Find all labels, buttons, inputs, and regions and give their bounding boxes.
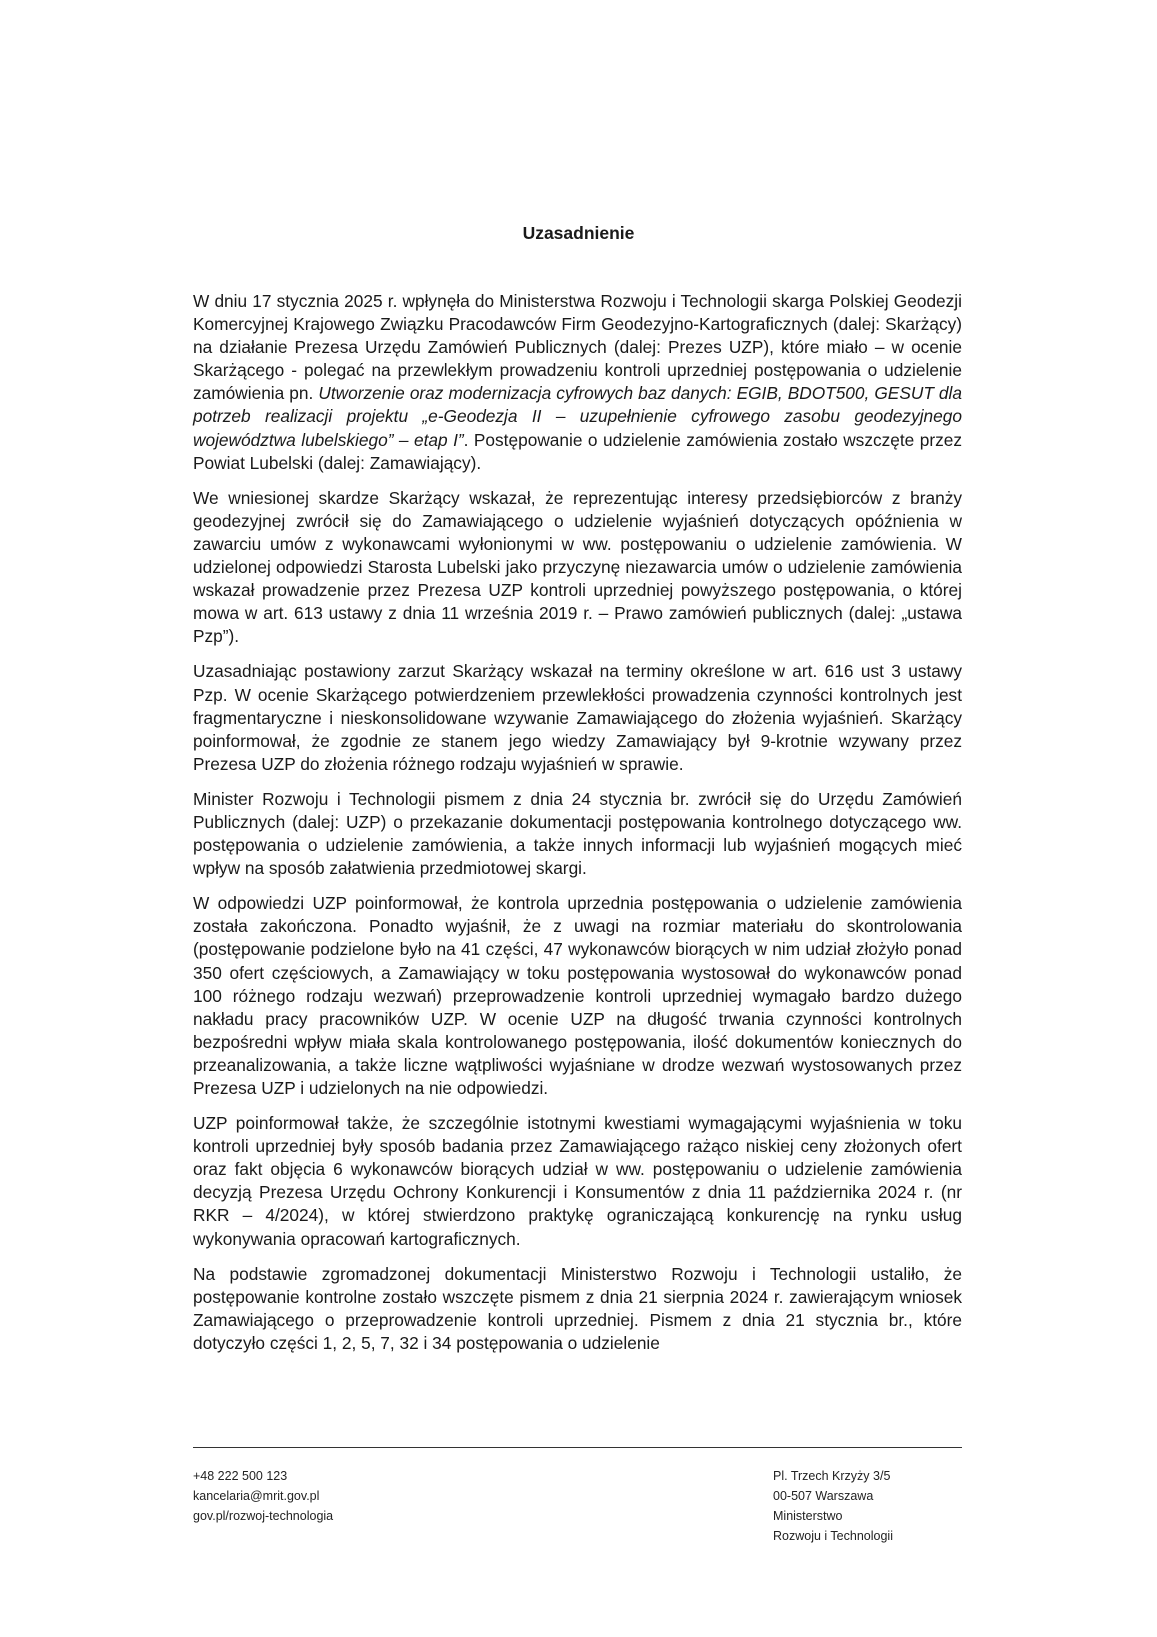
footer-address — [773, 1466, 893, 1546]
paragraph-2: We wniesionej skardze Skarżący wskazał, że reprezentując interesy przedsiębiorców z branży geodezyjnej zwrócił się do Zamawiającego o udzielenie wyjaśnień dotyczących opóźnienia w zawarciu umów z wykonawcami wyłonionymi w ww. postępowaniu o udzielenie zamówienia. W udzielonej odpowiedzi Starosta Lubelski jako przyczynę niezawarcia umów o udzielenie zamówienia wskazał prowadzenie przez Prezesa UZP kontroli uprzedniej powyższego postępowania, o której mowa w art. 613 ustawy z dnia 11 września 2019 r. – Prawo zamówień publicznych (dalej: „ustawa Pzp”). — [193, 487, 962, 647]
footer-street: Pl. Trzech Krzyży 3/5 — [773, 1469, 891, 1483]
footer-divider — [193, 1447, 962, 1448]
paragraph-1-contract-name: Utworzenie oraz modernizacja cyfrowych baz danych: EGIB, BDOT500, GESUT dla potrzeb realizacji projektu „e-Geodezja II – uzupełnienie cyfrowego zasobu geodezyjnego województwa lubelskiego” – etap I” — [193, 383, 962, 450]
paragraph-6: UZP poinformował także, że szczególnie istotnymi kwestiami wymagającymi wyjaśnienia w toku kontroli uprzedniej były sposób badania przez Zamawiającego rażąco niskiej ceny złożonych ofert oraz fakt objęcia 6 wykonawców biorących udział w ww. postępowaniu o udzielenie zamówienia decyzją Prezesa Urzędu Ochrony Konkurencji i Konsumentów z dnia 11 października 2024 r. (nr RKR – 4/2024), w której stwierdzono praktykę ograniczającą konkurencję na rynku usług wykonywania opracowań kartograficznych. — [193, 1113, 962, 1249]
footer-website: gov.pl/rozwoj-technologia — [193, 1509, 334, 1523]
paragraph-1 — [193, 290, 962, 475]
document-body — [193, 290, 962, 1355]
paragraph-7: Na podstawie zgromadzonej dokumentacji Ministerstwo Rozwoju i Technologii ustaliło, że postępowanie kontrolne zostało wszczęte pismem z dnia 21 sierpnia 2024 r. zawierającym wniosek Zamawiającego o przeprowadzenie kontroli uprzedniej. Pismem z dnia 21 stycznia br., które dotyczyło części 1, 2, 5, 7, 32 i 34 postępowania o udzielenie — [193, 1263, 962, 1353]
footer-org-line1: Ministerstwo — [773, 1509, 843, 1523]
document-title: Uzasadnienie — [522, 223, 635, 243]
paragraph-3: Uzasadniając postawiony zarzut Skarżący wskazał na terminy określone w art. 616 ust 3 ustawy Pzp. W ocenie Skarżącego potwierdzeniem przewlekłości prowadzenia czynności kontrolnych jest fragmentaryczne i nieskonsolidowane wzywanie Zamawiającego do złożenia wyjaśnień. Skarżący poinformował, że zgodnie ze stanem jego wiedzy Zamawiający był 9-krotnie wzywany przez Prezesa UZP do złożenia różnego rodzaju wyjaśnień w sprawie. — [193, 661, 962, 774]
paragraph-1-intro: W dniu 17 stycznia 2025 r. wpłynęła do Ministerstwa Rozwoju i Technologii skarga Polskiej Geodezji Komercyjnej Krajowego Związku Pracodawców Firm Geodezyjno-Kartograficznych (dalej: Skarżący) na działanie Prezesa Urzędu Zamówień Publicznych (dalej: Prezes UZP), które miało – w ocenie Skarżącego - polegać na przewlekłym prowadzeniu kontroli uprzedniej postępowania o udzielenie zamówienia pn. — [193, 291, 962, 404]
footer-contact — [193, 1466, 333, 1526]
footer-org-line2: Rozwoju i Technologii — [773, 1529, 893, 1543]
paragraph-1-outro: . Postępowanie o udzielenie zamówienia zostało wszczęte przez Powiat Lubelski (dalej: Zamawiający). — [193, 429, 962, 473]
paragraph-5: W odpowiedzi UZP poinformował, że kontrola uprzednia postępowania o udzielenie zamówienia została zakończona. Ponadto wyjaśnił, że z uwagi na rozmiar materiału do skontrolowania (postępowanie podzielone było na 41 części, 47 wykonawców biorących w nim udział złożyło ponad 350 ofert częściowych, a Zamawiający w toku postępowania wystosował do wykonawców ponad 100 różnego rodzaju wezwań) przeprowadzenie kontroli uprzedniej wymagało bardzo dużego nakładu pracy pracowników UZP. W ocenie UZP na długość trwania czynności kontrolnych bezpośredni wpływ miała skala kontrolowanego postępowania, ilość dokumentów koniecznych do przeanalizowania, a także liczne wątpliwości wyjaśniane w drodze wezwań wystosowanych przez Prezesa UZP i udzielonych na nie odpowiedzi. — [193, 893, 962, 1098]
footer-email: kancelaria@mrit.gov.pl — [193, 1489, 320, 1503]
footer-phone: +48 222 500 123 — [193, 1469, 288, 1483]
paragraph-4: Minister Rozwoju i Technologii pismem z dnia 24 stycznia br. zwrócił się do Urzędu Zamówień Publicznych (dalej: UZP) o przekazanie dokumentacji postępowania kontrolnego dotyczącego ww. postępowania o udzielenie zamówienia, a także innych informacji lub wyjaśnień mogących mieć wpływ na sposób załatwienia przedmiotowej skargi. — [193, 788, 962, 879]
footer-city: 00-507 Warszawa — [773, 1489, 874, 1503]
